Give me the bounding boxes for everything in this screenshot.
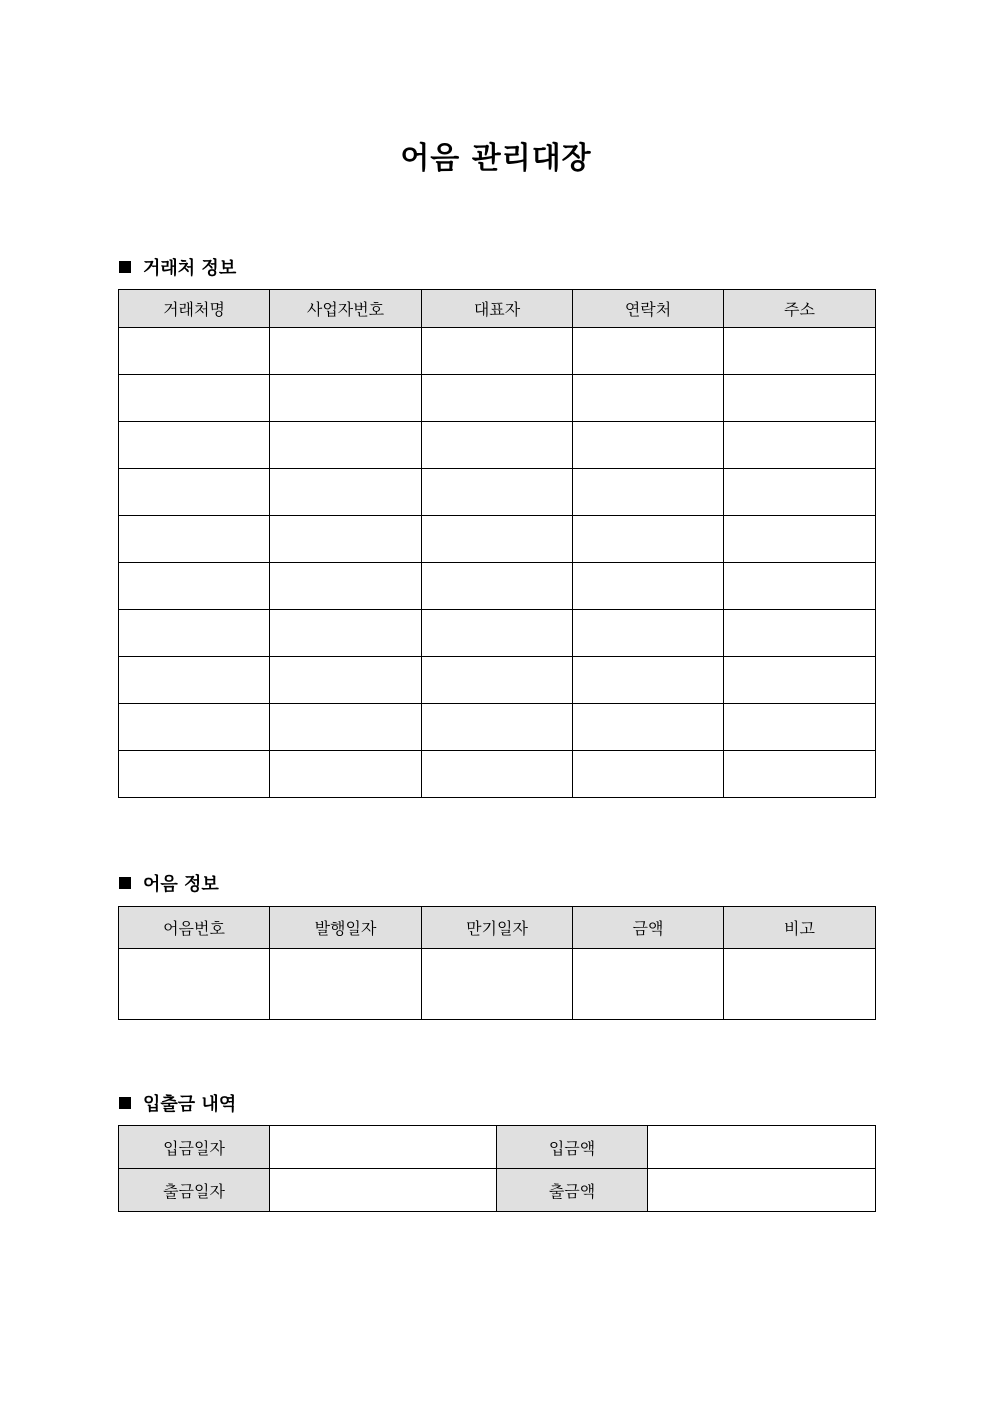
table-cell[interactable] (724, 563, 876, 610)
table-cell[interactable] (422, 328, 573, 375)
deposit-date-label: 입금일자 (119, 1126, 270, 1169)
cash-table (118, 1125, 876, 1212)
square-bullet-icon (119, 1097, 131, 1109)
table-row (119, 751, 876, 798)
table-cell[interactable] (724, 704, 876, 751)
bill-table (118, 906, 876, 1020)
table-cell[interactable] (270, 469, 422, 516)
table-cell[interactable] (422, 563, 573, 610)
withdraw-amount-field[interactable] (648, 1169, 876, 1212)
table-row (119, 469, 876, 516)
table-cell[interactable] (573, 516, 724, 563)
table-cell[interactable] (422, 375, 573, 422)
table-cell[interactable] (724, 375, 876, 422)
table-cell[interactable] (270, 422, 422, 469)
column-header-business-number: 사업자번호 (270, 290, 422, 328)
table-row (119, 1169, 876, 1212)
table-cell[interactable] (270, 563, 422, 610)
column-header-due-date: 만기일자 (422, 907, 573, 949)
column-header-bill-number: 어음번호 (119, 907, 270, 949)
table-row (119, 516, 876, 563)
bill-section-title: 어음 정보 (143, 874, 219, 895)
table-row (119, 563, 876, 610)
table-cell[interactable] (422, 610, 573, 657)
table-cell[interactable] (724, 657, 876, 704)
bill-table-header-row (119, 907, 876, 949)
table-cell[interactable] (724, 610, 876, 657)
column-header-partner-name: 거래처명 (119, 290, 270, 328)
table-cell[interactable] (119, 704, 270, 751)
table-cell[interactable] (270, 516, 422, 563)
table-row (119, 375, 876, 422)
partner-table-header-row (119, 290, 876, 328)
table-cell[interactable] (573, 422, 724, 469)
column-header-contact: 연락처 (573, 290, 724, 328)
table-cell[interactable] (270, 949, 422, 1020)
table-cell[interactable] (422, 657, 573, 704)
table-cell[interactable] (573, 657, 724, 704)
table-cell[interactable] (270, 375, 422, 422)
table-cell[interactable] (119, 949, 270, 1020)
table-cell[interactable] (724, 328, 876, 375)
table-cell[interactable] (119, 751, 270, 798)
partner-section-heading (119, 254, 236, 280)
table-cell[interactable] (573, 328, 724, 375)
table-row (119, 949, 876, 1020)
table-cell[interactable] (270, 751, 422, 798)
column-header-representative: 대표자 (422, 290, 573, 328)
table-cell[interactable] (573, 751, 724, 798)
table-cell[interactable] (270, 610, 422, 657)
cash-section-title: 입출금 내역 (143, 1094, 237, 1115)
column-header-amount: 금액 (573, 907, 724, 949)
table-cell[interactable] (422, 704, 573, 751)
deposit-amount-label: 입금액 (497, 1126, 648, 1169)
table-row (119, 610, 876, 657)
table-cell[interactable] (119, 375, 270, 422)
column-header-address: 주소 (724, 290, 876, 328)
table-cell[interactable] (724, 949, 876, 1020)
table-cell[interactable] (270, 657, 422, 704)
withdraw-amount-label: 출금액 (497, 1169, 648, 1212)
table-cell[interactable] (270, 704, 422, 751)
table-cell[interactable] (422, 422, 573, 469)
table-cell[interactable] (573, 375, 724, 422)
table-cell[interactable] (119, 657, 270, 704)
table-cell[interactable] (573, 563, 724, 610)
square-bullet-icon (119, 877, 131, 889)
table-cell[interactable] (119, 469, 270, 516)
table-cell[interactable] (422, 516, 573, 563)
table-cell[interactable] (573, 704, 724, 751)
table-cell[interactable] (724, 469, 876, 516)
table-row (119, 657, 876, 704)
withdraw-date-label: 출금일자 (119, 1169, 270, 1212)
deposit-amount-field[interactable] (648, 1126, 876, 1169)
table-cell[interactable] (422, 949, 573, 1020)
table-cell[interactable] (119, 422, 270, 469)
table-row (119, 328, 876, 375)
table-cell[interactable] (724, 516, 876, 563)
table-cell[interactable] (573, 469, 724, 516)
partner-table (118, 289, 876, 798)
column-header-remarks: 비고 (724, 907, 876, 949)
table-row (119, 1126, 876, 1169)
cash-section-heading (119, 1090, 236, 1116)
deposit-date-field[interactable] (270, 1126, 497, 1169)
square-bullet-icon (119, 261, 131, 273)
table-cell[interactable] (573, 610, 724, 657)
table-cell[interactable] (422, 469, 573, 516)
table-cell[interactable] (119, 516, 270, 563)
withdraw-date-field[interactable] (270, 1169, 497, 1212)
table-cell[interactable] (270, 328, 422, 375)
table-cell[interactable] (724, 751, 876, 798)
table-cell[interactable] (422, 751, 573, 798)
table-row (119, 704, 876, 751)
document-title: 어음 관리대장 (400, 141, 592, 176)
column-header-issue-date: 발행일자 (270, 907, 422, 949)
table-cell[interactable] (119, 610, 270, 657)
table-cell[interactable] (573, 949, 724, 1020)
table-cell[interactable] (119, 563, 270, 610)
partner-section-title: 거래처 정보 (143, 258, 237, 279)
bill-section-heading (119, 870, 219, 896)
table-cell[interactable] (119, 328, 270, 375)
table-cell[interactable] (724, 422, 876, 469)
table-row (119, 422, 876, 469)
